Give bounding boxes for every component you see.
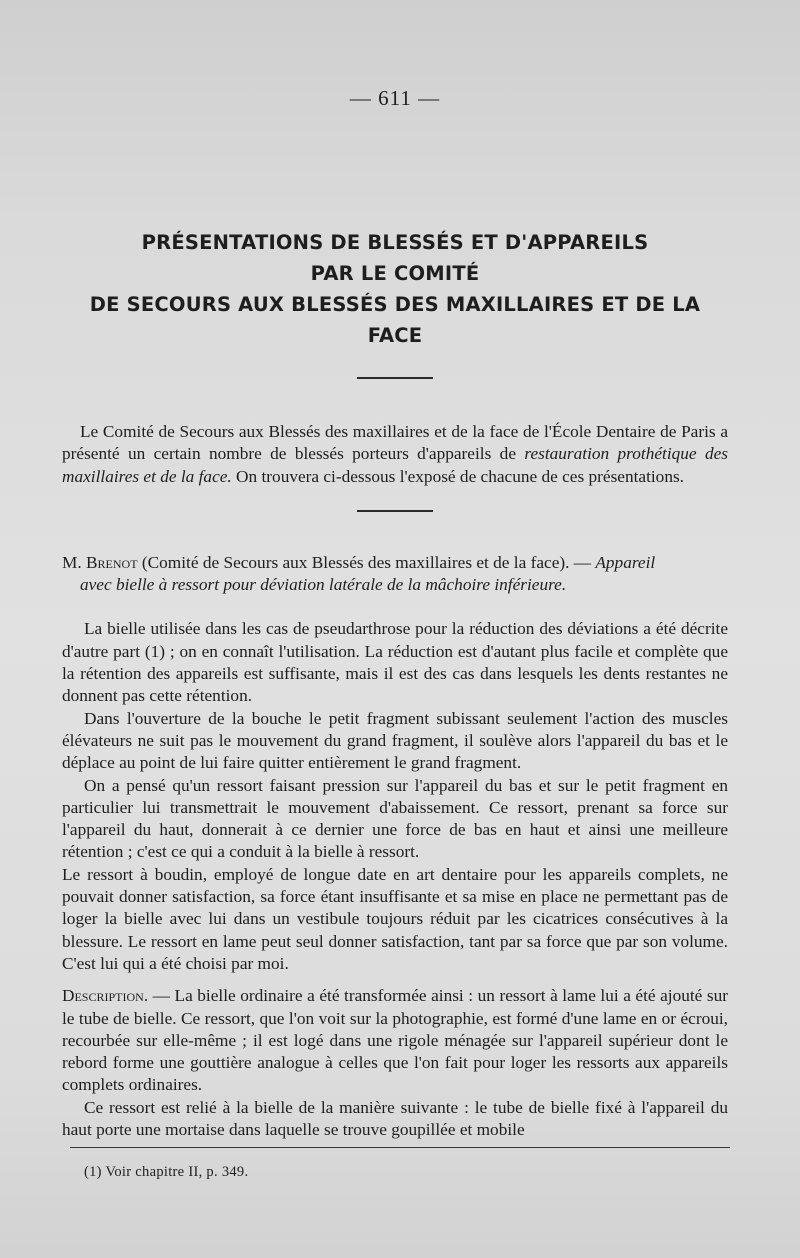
body-paragraph: On a pensé qu'un ressort faisant pression sur l'appareil du bas et sur le petit fragment en particulier lui transmettrait le mouvement d'abaissement. Ce ressort, prenant sa force sur l'appareil du haut, donnerait à ce dernier une force de bas en haut et ainsi une meilleure rétention ; c'est ce qui a conduit à la bielle à ressort. bbox=[62, 775, 728, 862]
separator-rule bbox=[357, 510, 433, 512]
title-line-3: DE SECOURS AUX BLESSÉS DES MAXILLAIRES ET DE LA FACE bbox=[89, 293, 701, 347]
author-prefix: M. bbox=[62, 552, 87, 572]
footnote: (1) Voir chapitre II, p. 349. bbox=[84, 1164, 249, 1181]
description-section bbox=[62, 985, 728, 1141]
body-paragraph: Dans l'ouverture de la bouche le petit fragment subissant seulement l'action des muscles élévateurs ne suit pas le mouvement du grand fragment, il soulève alors l'appareil du bas et le déplace au point de lui faire quitter entièrement le grand fragment. bbox=[62, 708, 728, 773]
author-affiliation: (Comité de Secours aux Blessés des maxillaires et de la face). — bbox=[137, 552, 596, 572]
footnote-rule bbox=[70, 1147, 730, 1148]
description-text-2: Ce ressort est relié à la bielle de la manière suivante : le tube de bielle fixé à l'appareil du haut porte une mortaise dans laquelle se trouve goupillée et mobile bbox=[62, 1097, 728, 1140]
body-paragraph: La bielle utilisée dans les cas de pseudarthrose pour la réduction des déviations a été décrite d'autre part (1) ; on en connaît l'utilisation. La réduction est d'autant plus facile et complète que la rétention des appareils est suffisante, mais il est des cas dans lesquels les dents restantes ne donnent pas cette rétention. bbox=[62, 619, 728, 706]
title-line-1: PRÉSENTATIONS DE BLESSÉS ET D'APPAREILS bbox=[141, 231, 649, 254]
article-body bbox=[62, 618, 728, 975]
page-number: — 611 — bbox=[349, 86, 441, 110]
intro-italic: restauration prothétique des maxillaires et de la face. bbox=[62, 444, 728, 486]
separator-rule bbox=[357, 377, 433, 379]
description-label: Description. bbox=[62, 986, 149, 1006]
intro-paragraph bbox=[62, 421, 728, 488]
article-title bbox=[62, 227, 728, 351]
presentation-title-start: Appareil bbox=[595, 552, 656, 572]
intro-text-1: Le Comité de Secours aux Blessés des maxillaires et de la face de l'École Dentaire de Paris a présenté un certain nombre de blessés porteurs d'appareils de bbox=[62, 422, 728, 464]
presentation-heading bbox=[62, 552, 728, 597]
description-text: — La bielle ordinaire a été transformée ainsi : un ressort à lame lui a été ajouté sur le tube de bielle. Ce ressort, que l'on voit sur la photographie, est formé d'une lame en or écroui, recourbée sur elle-même ; il est logé dans une rigole ménagée sur l'appareil supérieur dont le rebord forme une gouttière analogue à celles que l'on fait pour loger les ressorts aux appareils complets ordinaires. bbox=[62, 986, 728, 1095]
author-name: Brenot bbox=[86, 552, 138, 572]
body-paragraph: Le ressort à boudin, employé de longue date en art dentaire pour les appareils complets, ne pouvait donner satisfaction, sa force étant insuffisante et sa mise en place ne permettant pas de loger la bielle avec lui dans un vestibule toujours réduit par les cicatrices consécutives à la blessure. Le ressort en lame peut seul donner satisfaction, tant par sa force que par son volume. C'est lui qui a été choisi par moi. bbox=[62, 864, 728, 973]
title-line-2: PAR LE COMITÉ bbox=[310, 262, 480, 285]
presentation-title-rest: avec bielle à ressort pour déviation latérale de la mâchoire inférieure. bbox=[80, 575, 567, 595]
intro-text-2: On trouvera ci-dessous l'exposé de chacune de ces présentations. bbox=[231, 466, 685, 486]
